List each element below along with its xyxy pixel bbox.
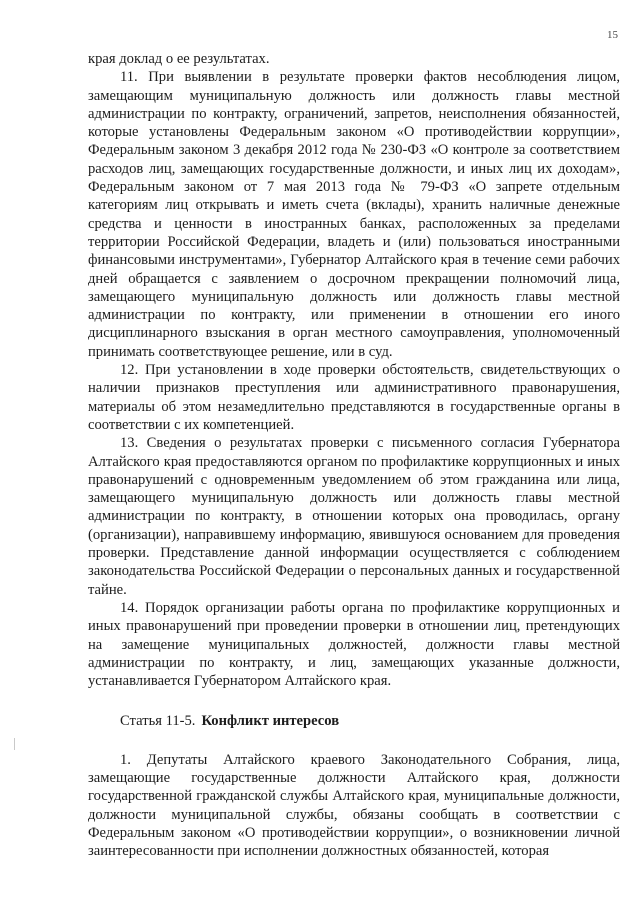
paragraph-14: 14. Порядок организации работы органа по профилактике коррупционных и иных правонарушений при проведении проверки в отношении лиц, претендующих на замещение муниципальных должностей, должности главы местной администрации по контракту, и лиц, замещающих указанные должности, устанавливается Губернатором Алтайского края. [88, 599, 620, 690]
paragraph-13: 13. Сведения о результатах проверки с письменного согласия Губернатора Алтайского края предоставляются органом по профилактике коррупционных и иных правонарушений с одновременным уведомлением об этом гражданина или лица, замещающего муниципальную должность или должность главы местной администрации по контракту, в отношении которых она проводилась, органу (организации), направившему информацию, явившуюся основанием для проведения проверки. Представление данной информации осуществляется с соблюдением законодательства Российской Федерации о персональных данных и государственной тайне. [88, 435, 620, 598]
article-label: Статья 11-5. [120, 713, 196, 730]
margin-mark [14, 738, 15, 750]
article-heading [88, 712, 620, 730]
paragraph-11: 11. При выявлении в результате проверки фактов несоблюдения лицом, замещающим муниципальную должность или должность главы местной администрации по контракту, ограничений, запретов, неисполнения обязанностей, которые установлены Федеральным законом «О противодействии коррупции», Федеральным законом 3 декабря 2012 года № 230-ФЗ «О контроле за соответствием расходов лиц, замещающих государственные должности, и иных лиц их доходам», Федеральным законом от 7 мая 2013 года № 79-ФЗ «О запрете отдельным категориям лиц открывать и иметь счета (вклады), хранить наличные денежные средства и ценности в иностранных банках, расположенных за пределами территории Российской Федерации, владеть и (или) пользоваться иностранными финансовыми инструментами», Губернатор Алтайского края в течение семи рабочих дней обращается с заявлением о досрочном прекращении полномочий лица, замещающего муниципальную должность или должность главы местной администрации по контракту, или применении в отношении его иного дисциплинарного взыскания в орган местного самоуправления, уполномоченный принимать соответствующее решение, или в суд. [88, 69, 620, 360]
paragraph-continuation: края доклад о ее результатах. [88, 51, 270, 67]
page-number: 15 [607, 29, 618, 41]
document-body [88, 50, 620, 860]
article-paragraph-1: 1. Депутаты Алтайского краевого Законодательного Собрания, лица, замещающие государственные должности Алтайского края, должности государственной гражданской службы Алтайского края, муниципальные должности, должности муниципальной службы, обязаны сообщать в соответствии с Федеральным законом «О противодействии коррупции», о возникновении личной заинтересованности при исполнении должностных обязанностей, которая [88, 751, 620, 860]
paragraph-12: 12. При установлении в ходе проверки обстоятельств, свидетельствующих о наличии признаков преступления или административного правонарушения, материалы об этом незамедлительно представляются в государственные органы в соответствии с их компетенцией. [88, 362, 620, 433]
article-title: Конфликт интересов [201, 713, 340, 730]
